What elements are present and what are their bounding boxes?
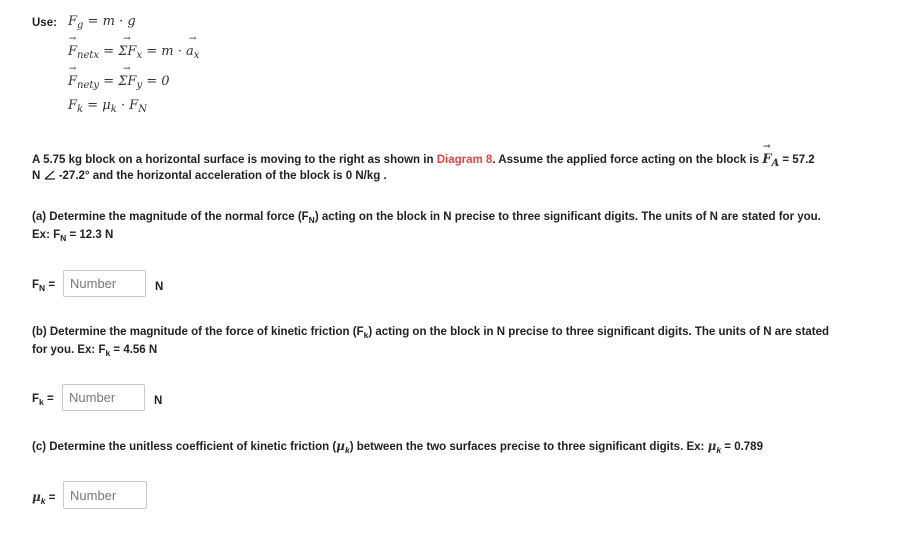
part-a-label: $F_N$ = <box>32 279 56 293</box>
equation-net-x: → $F_{netx} = \Sigma F$ → $_x$ = m · → $a_x$ <box>68 34 200 61</box>
part-a-unit: N <box>155 281 164 293</box>
kinetic-friction-input[interactable] <box>62 384 145 411</box>
angle-icon <box>44 170 56 180</box>
equation-net-y: → $F_{nety} = \Sigma F$ → $_y$ = 0 <box>68 64 170 91</box>
part-a-example: Ex: $F_N = 12.3$ N <box>32 229 114 243</box>
problem-line-2: N -27.2° and the horizontal acceleration of the block is 0 N/kg . <box>32 170 387 182</box>
part-c-label: $\mu_k$ = <box>32 490 56 506</box>
normal-force-input[interactable] <box>63 270 146 297</box>
part-b-label: $F_k$ = <box>32 393 54 407</box>
problem-line-1: A 5.75 kg block on a horizontal surface is moving to the right as shown in Diagram 8. Assume the applied force acting on the block is → FA = 57.2 <box>32 142 815 169</box>
part-a-question: (a) Determine the magnitude of the normal force $(F_N)$ acting on the block in N precise to three significant digits. The units of N are stated for you. <box>32 211 821 225</box>
equation-friction: $F_k = \mu_k \cdot F_N$ <box>68 98 147 115</box>
use-label: Use: <box>32 17 57 29</box>
diagram-link[interactable]: Diagram 8 <box>436 154 493 166</box>
kinetic-coefficient-input[interactable] <box>63 481 147 509</box>
part-b-example: for you. Ex: $F_k = 4.56$ N <box>32 344 158 358</box>
part-c-question: (c) Determine the unitless coefficient of kinetic friction $(\mu_k)$ between the two surfaces precise to three significant digits. Ex: $\mu_k = 0.789$ <box>32 439 763 455</box>
part-b-question: (b) Determine the magnitude of the force of kinetic friction $(F_k)$ acting on the block in N precise to three significant digits. The units of N are stated <box>32 326 830 340</box>
equation-weight: $F_g = m \cdot g$ <box>68 14 136 31</box>
part-b-unit: N <box>154 395 163 407</box>
